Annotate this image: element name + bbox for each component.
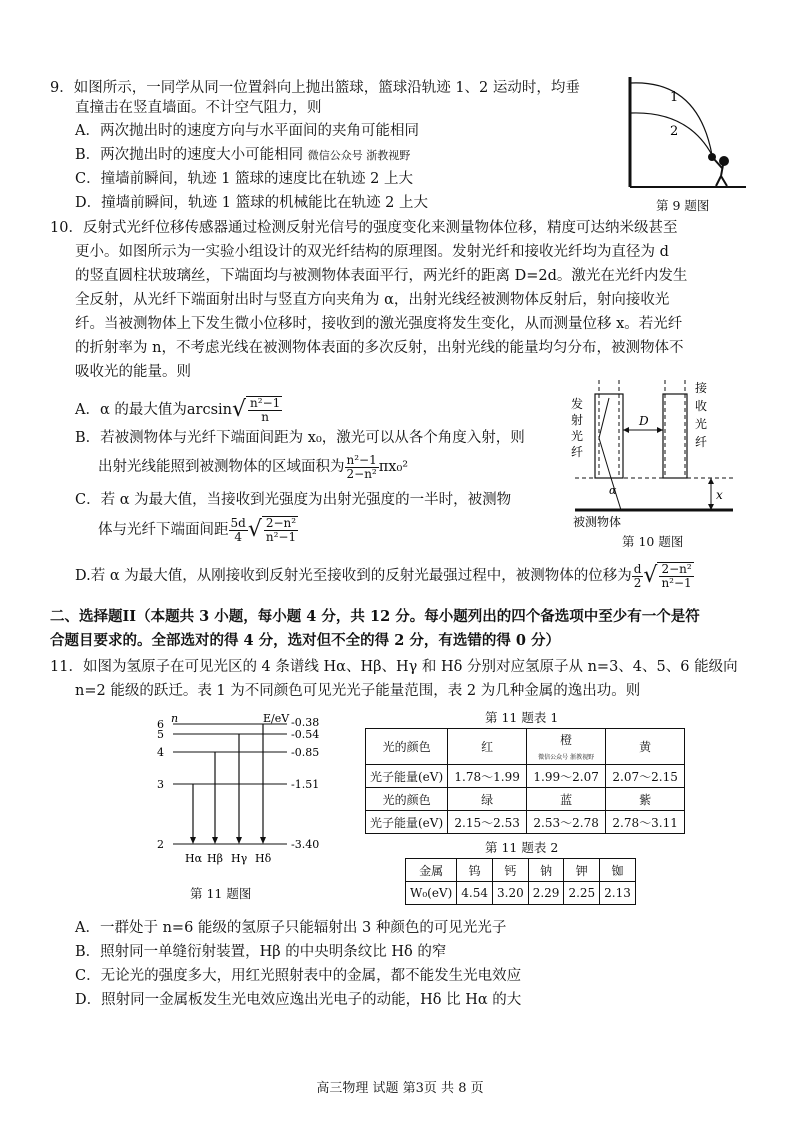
q10-option-b-line1: B．若被测物体与光纤下端面间距为 x₀，激光可以从各个角度入射，则: [75, 430, 525, 446]
q9-figure: [628, 75, 748, 193]
table-cell: 2.29: [528, 882, 564, 905]
q10-option-a-text: A．α 的最大值为arcsin: [75, 402, 232, 418]
table-row: [366, 729, 685, 765]
q10-option-b-fraction: [345, 454, 379, 481]
fraction-denominator: 2: [633, 575, 642, 590]
q11-option-c: C．无论光的强度多大，用红光照射表中的金属，都不能发生光电效应: [75, 968, 522, 984]
sqrt-icon: √: [643, 563, 658, 588]
q9-option-a: A．两次抛出时的速度方向与水平面间的夹角可能相同: [75, 123, 419, 139]
table-cell: 1.78～1.99: [448, 765, 527, 788]
table-cell: 钨: [457, 859, 493, 882]
trajectory-2-label: 2: [670, 124, 679, 139]
fraction-numerator: n²−1: [250, 396, 281, 410]
table-cell: 紫: [606, 788, 685, 811]
arrow-head-icon: [236, 837, 242, 844]
level-energy-label: -1.51: [291, 778, 320, 791]
recv-label-char: 接: [695, 381, 708, 395]
spectral-line-label: Hγ: [231, 852, 248, 865]
q9-option-b-text: B．两次抛出时的速度大小可能相同: [75, 147, 304, 163]
fraction-denominator: n²−1: [265, 530, 297, 544]
table-cell: 2.15～2.53: [448, 811, 527, 834]
fraction-numerator: 2−n²: [661, 562, 692, 576]
table-cell: W₀(eV): [406, 882, 457, 905]
arrow-head-icon: [212, 837, 218, 844]
table-cell: 钠: [528, 859, 564, 882]
q9-figure-caption: 第 9 题图: [656, 198, 710, 213]
q10-stem-line1: 10．反射式光纤位移传感器通过检测反射光信号的强度变化来测量物体位移，精度可达纳米级甚至: [50, 220, 678, 236]
displacement-x-label: x: [716, 488, 723, 502]
q11-table2-caption: 第 11 题表 2: [485, 840, 559, 855]
section2-heading-line2: 合题目要求的。全部选对的得 4 分，选对但不全的得 2 分，有选错的得 0 分）: [50, 632, 561, 649]
recv-fiber: [663, 394, 687, 478]
q11-table1: [365, 728, 685, 834]
q11-energy-level-diagram: [145, 710, 345, 870]
q10-stem-line3: 的竖直圆柱状玻璃丝，下端面均与被测物体表面平行，两光纤的距离 D=2d。激光在光纤内发生: [75, 268, 688, 284]
q11-option-b: B．照射同一单缝衍射装置，Hβ 的中央明条纹比 Hδ 的窄: [75, 944, 447, 960]
q11-table2: [405, 858, 636, 905]
light-ray: [599, 398, 609, 438]
q11-stem-line1: 11．如图为氢原子在可见光区的 4 条谱线 Hα、Hβ、Hγ 和 Hδ 分别对应氢原子从 n=3、4、5、6 能级向: [50, 659, 738, 675]
person-icon: [714, 157, 728, 186]
watermark-text: 微信公众号 浙教视野: [538, 754, 595, 761]
fraction-numerator: n²−1: [346, 452, 377, 467]
q10-option-c-fraction1: [229, 517, 248, 544]
table-cell: 金属: [406, 859, 457, 882]
q10-stem-line2: 更小。如图所示为一实验小组设计的双光纤结构的原理图。发射光纤和接收光纤均为直径为 d: [75, 244, 669, 260]
q10-stem-line6: 的折射率为 n，不考虑光线在被测物体表面的多次反射，出射光线的能量均匀分布，被测物体不: [75, 340, 684, 356]
emit-label-char: 纤: [571, 445, 584, 459]
q10-option-d-fraction2: [657, 562, 693, 590]
q10-option-d: [75, 560, 694, 592]
spectral-line-label: Hδ: [255, 852, 272, 865]
q10-option-a: [75, 395, 282, 425]
table-cell: 铷: [600, 859, 636, 882]
q9-option-b: [75, 145, 410, 166]
fraction-numerator: 2−n²: [265, 516, 297, 530]
q10-figure-caption: 第 10 题图: [622, 534, 684, 549]
angle-alpha-label: α: [609, 484, 617, 497]
q10-option-b-line2: [98, 452, 408, 482]
watermark-text: 微信公众号 浙教视野: [307, 149, 411, 162]
q10-option-c-line1: C．若 α 为最大值，当接收到光强度为出射光强度的一半时，被测物: [75, 492, 512, 508]
table-cell: 钾: [564, 859, 600, 882]
q10-stem-line4: 全反射，从光纤下端面射出时与竖直方向夹角为 α，出射光线经被测物体反射后，射向接收光: [75, 292, 670, 308]
table-cell: 2.13: [600, 882, 636, 905]
q9-stem-line1: 9．如图所示，一同学从同一位置斜向上抛出篮球，篮球沿轨迹 1、2 运动时，均垂: [50, 80, 580, 96]
table-cell: 4.54: [457, 882, 493, 905]
table-row: [406, 882, 636, 905]
table-row: [406, 859, 636, 882]
emit-label-char: 发: [571, 397, 584, 411]
arrow-head-icon: [657, 427, 663, 433]
q9-option-c: C．撞墙前瞬间，轨迹 1 篮球的速度比在轨迹 2 上大: [75, 171, 413, 187]
table-row: [366, 788, 685, 811]
q10-option-d-text: D.若 α 为最大值，从刚接收到反射光至接收到的反射光最强过程中，被测物体的位移为: [75, 568, 632, 584]
q10-figure: [565, 378, 735, 528]
q11-option-d: D．照射同一金属板发生光电效应逸出光电子的动能，Hδ 比 Hα 的大: [75, 992, 522, 1008]
q11-stem-line2: n=2 能级的跃迁。表 1 为不同颜色可见光光子能量范围，表 2 为几种金属的逸出功。则: [75, 683, 641, 699]
trajectory-1-label: 1: [670, 90, 679, 105]
n-axis-label: n: [171, 712, 179, 725]
table-cell-text: 橙: [560, 733, 573, 747]
q11-figure-caption: 第 11 题图: [190, 886, 252, 901]
q10-option-c-line2: [98, 514, 298, 546]
q10-stem-line5: 纤。当被测物体上下发生微小位移时，接收到的激光强度将发生变化，从而测量位移 x。若光纤: [75, 316, 683, 332]
page-footer: 高三物理 试题 第3页 共 8 页: [316, 1081, 484, 1096]
level-n-label: 2: [157, 838, 164, 851]
q10-option-a-fraction: [246, 396, 282, 424]
arrow-head-icon: [708, 478, 714, 484]
energy-axis-label: E/eV: [263, 712, 290, 725]
table-cell: 2.07～2.15: [606, 765, 685, 788]
table-cell: 钙: [493, 859, 529, 882]
level-n-label: 5: [157, 728, 164, 741]
q9-option-d: D．撞墙前瞬间，轨迹 1 篮球的机械能比在轨迹 2 上大: [75, 195, 429, 211]
table-cell: [527, 729, 606, 765]
table-cell: 1.99～2.07: [527, 765, 606, 788]
table-cell: 红: [448, 729, 527, 765]
table-cell: 蓝: [527, 788, 606, 811]
fraction-numerator: d: [633, 561, 642, 576]
spectral-line-label: Hα: [185, 852, 203, 865]
level-n-label: 4: [157, 746, 164, 759]
fraction-denominator: n²−1: [661, 576, 692, 590]
sqrt-icon: √: [232, 397, 247, 422]
q10-option-c-text: 体与光纤下端面间距: [98, 522, 229, 538]
table-cell: 绿: [448, 788, 527, 811]
level-energy-label: -3.40: [291, 838, 320, 851]
table-cell: 光的颜色: [366, 729, 448, 765]
emit-label-char: 光: [571, 429, 584, 443]
recv-label-char: 光: [695, 417, 708, 431]
section2-heading-line1: 二、选择题II（本题共 3 小题，每小题 4 分，共 12 分。每小题列出的四个备选项中至少有一个是符: [50, 608, 700, 625]
q11-table1-caption: 第 11 题表 1: [485, 710, 559, 725]
arrow-head-icon: [260, 837, 266, 844]
level-energy-label: -0.54: [291, 728, 320, 741]
arrow-head-icon: [190, 837, 196, 844]
q10-stem-line7: 吸收光的能量。则: [75, 364, 191, 380]
recv-label-char: 纤: [695, 435, 708, 449]
table-row: [366, 765, 685, 788]
level-energy-label: -0.85: [291, 746, 320, 759]
level-energy-label: -0.38: [291, 716, 320, 729]
table-cell: 3.20: [493, 882, 529, 905]
table-cell: 2.25: [564, 882, 600, 905]
q10-option-b-tail: πx₀²: [378, 459, 409, 475]
recv-label-char: 收: [695, 399, 708, 413]
level-n-label: 6: [157, 718, 164, 731]
table-cell: 2.53～2.78: [527, 811, 606, 834]
light-ray: [599, 438, 611, 478]
sqrt-icon: √: [247, 517, 262, 542]
q11-option-a: A．一群处于 n=6 能级的氢原子只能辐射出 3 种颜色的可见光光子: [75, 920, 507, 936]
q10-option-d-fraction1: [632, 563, 644, 590]
table-cell: 黄: [606, 729, 685, 765]
table-cell: 2.78～3.11: [606, 811, 685, 834]
spectral-line-label: Hβ: [207, 852, 223, 865]
emit-label-char: 射: [571, 413, 584, 427]
fraction-numerator: 5d: [230, 515, 246, 530]
table-cell: 光子能量(eV): [366, 811, 448, 834]
distance-d-label: D: [639, 414, 649, 428]
level-n-label: 3: [157, 778, 164, 791]
fraction-denominator: 2−n²: [346, 466, 377, 481]
table-cell: 光的颜色: [366, 788, 448, 811]
fraction-denominator: 4: [234, 529, 242, 544]
q10-option-b-text: 出射光线能照到被测物体的区域面积为: [98, 459, 345, 475]
q10-option-c-fraction2: [262, 516, 298, 544]
fraction-denominator: n: [261, 410, 270, 424]
q9-stem-line2: 直撞击在竖直墙面。不计空气阻力，则: [75, 100, 322, 116]
object-label: 被测物体: [573, 515, 622, 528]
arrow-head-icon: [623, 427, 629, 433]
table-cell: 光子能量(eV): [366, 765, 448, 788]
table-row: [366, 811, 685, 834]
